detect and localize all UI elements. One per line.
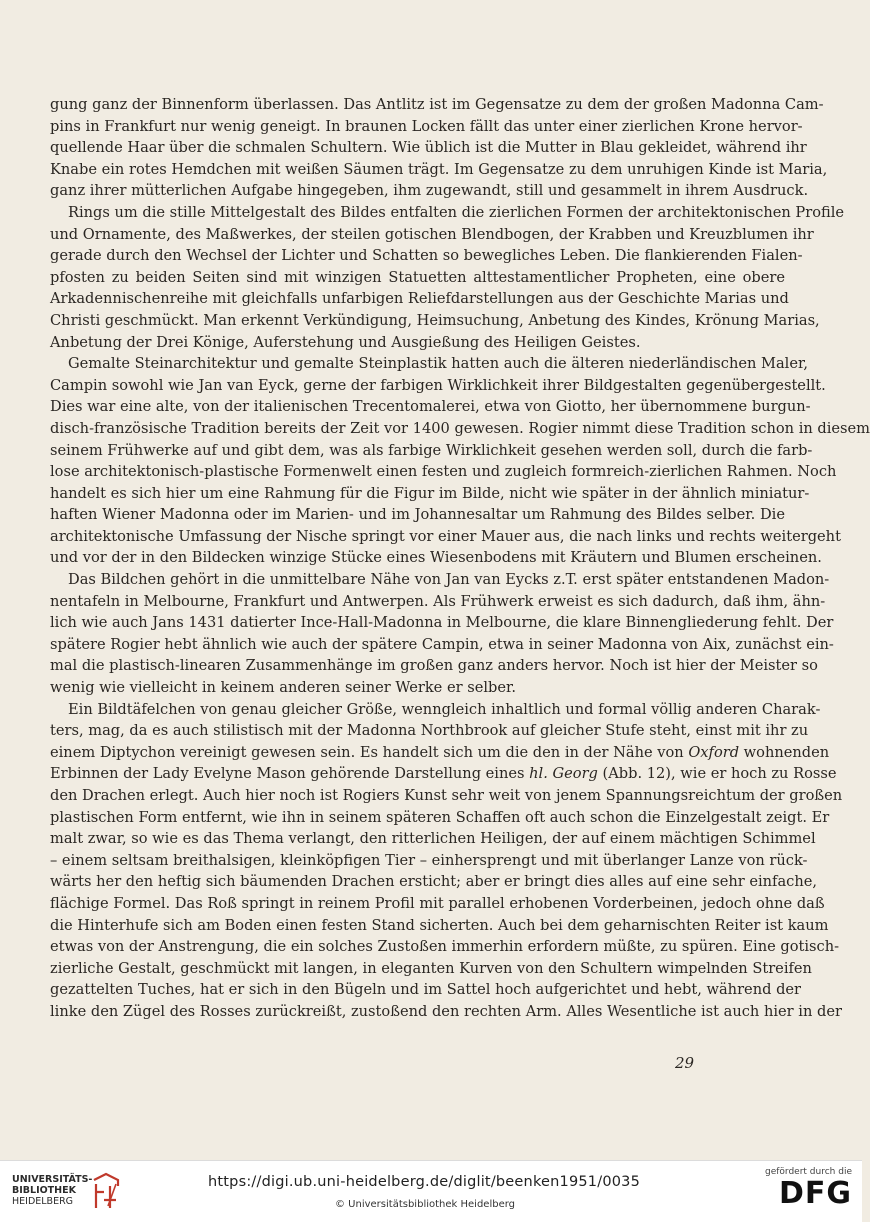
text-line: zierliche Gestalt, geschmückt mit langen, in eleganten Kurven von den Schultern wimpelnden Streifen (50, 959, 812, 977)
text-line: pfosten zu beiden Seiten sind mit winzigen Statuetten alttestamentlicher Propheten, eine obere (50, 268, 785, 286)
text-line: Christi geschmückt. Man erkennt Verkündigung, Heimsuchung, Anbetung des Kindes, Krönung Marias, (50, 311, 820, 329)
text-line: pins in Frankfurt nur wenig geneigt. In braunen Locken fällt das unter einer zierlichen Krone hervor- (50, 117, 803, 135)
text-line: Dies war eine alte, von der italienischen Trecentomalerei, etwa von Giotto, her übernommene burgun- (50, 398, 811, 416)
text-line: linke den Zügel des Rosses zurückreißt, zustoßend den rechten Arm. Alles Wesentliche ist auch hier in der (50, 1002, 842, 1020)
text-run: Erbinnen der Lady Evelyne Mason gehörende Darstellung eines (50, 765, 530, 783)
text-line: handelt es sich hier um eine Rahmung für die Figur im Bilde, nicht wie später in der ähnlich miniatur- (50, 484, 810, 502)
text-line: Rings um die stille Mittelgestalt des Bildes entfalten die zierlichen Formen der architektonischen Profile (68, 203, 845, 221)
text-line: gung ganz der Binnenform überlassen. Das Antlitz ist im Gegensatze zu dem der großen Madonna Cam- (50, 96, 824, 113)
text-run: (Abb. 12), wie er hoch zu Rosse (597, 765, 837, 783)
italic-term: hl. Georg (529, 765, 598, 783)
text-line: Anbetung der Drei Könige, Auferstehung und Ausgießung des Heiligen Geistes. (50, 333, 641, 351)
text-line: plastischen Form entfernt, wie ihn in seinem späteren Schaffen oft auch schon die Einzelgestalt zeigt. Er (50, 808, 830, 826)
italic-term: Oxford (688, 743, 740, 761)
text-line: Arkadennischenreihe mit gleichfalls unfarbigen Reliefdarstellungen aus der Geschichte Marias und (50, 290, 789, 308)
text-line: Gemalte Steinarchitektur und gemalte Steinplastik hatten auch die älteren niederländischen Maler, (68, 355, 808, 373)
text-line: ters, mag, da es auch stilistisch mit der Madonna Northbrook auf gleicher Stufe steht, einst mit ihr zu (50, 722, 809, 740)
body-text (50, 94, 870, 1023)
page-number: 29 (675, 1054, 695, 1072)
funder-logo[interactable] (762, 1167, 852, 1217)
text-line: Ein Bildtäfelchen von genau gleicher Größe, wenngleich inhaltlich und formal völlig anderen Charak- (68, 700, 821, 718)
text-line: lose architektonisch-plastische Formenwelt einen festen und zugleich formreich-zierlichen Rahmen. Noch (50, 463, 837, 481)
text-line: disch-französische Tradition bereits der Zeit vor 1400 gewesen. Rogier nimmt diese Tradition schon in diesem (50, 419, 870, 437)
text-line (50, 763, 837, 785)
text-run: wohnenden (739, 743, 830, 761)
text-line: gezattelten Tuches, hat er sich in den Bügeln und im Sattel hoch aufgerichtet und hebt, während der (50, 981, 802, 999)
text-line: ganz ihrer mütterlichen Aufgabe hingegeben, ihm zugewandt, still und gesammelt in ihrem Ausdruck. (50, 182, 809, 200)
viewer-footer (0, 1160, 862, 1222)
text-line: gerade durch den Wechsel der Lichter und Schatten so bewegliches Leben. Die flankierenden Fialen- (50, 247, 803, 265)
text-line: lich wie auch Jans 1431 datierter Ince-Hall-Madonna in Melbourne, die klare Binnengliederung fehlt. Der (50, 614, 834, 632)
text-line: und Ornamente, des Maßwerkes, der steilen gotischen Blendbogen, der Krabben und Kreuzblumen ihr (50, 225, 814, 243)
library-name-line2: BIBLIOTHEK (12, 1185, 76, 1196)
text-line: etwas von der Anstrengung, die ein solches Zustoßen immerhin erfordern müßte, zu spüren. Eine gotisch- (50, 938, 840, 956)
text-line: nentafeln in Melbourne, Frankfurt und Antwerpen. Als Frühwerk erweist es sich dadurch, daß ihm, ähn- (50, 592, 826, 610)
copyright-notice: © Universitätsbibliothek Heidelberg (335, 1199, 516, 1210)
text-line: die Hinterhufe sich am Boden einen festen Stand sicherten. Auch bei dem geharnischten Reiter ist kaum (50, 916, 829, 934)
library-name-line1: UNIVERSITÄTS- (12, 1174, 93, 1185)
text-line: flächige Formel. Das Roß springt in reinem Profil mit parallel erhobenen Vorderbeinen, jedoch ohne daß (50, 894, 825, 912)
text-line: wärts her den heftig sich bäumenden Drachen ersticht; aber er bringt dies alles auf eine sehr einfache, (50, 873, 817, 891)
library-mark-icon (90, 1172, 122, 1210)
text-line: und vor der in den Bildecken winzige Stücke eines Wiesenbodens mit Kräutern und Blumen erscheinen. (50, 549, 822, 567)
library-name (12, 1174, 92, 1207)
text-line: spätere Rogier hebt ähnlich wie auch der spätere Campin, etwa in seiner Madonna von Aix, zunächst ein- (50, 635, 834, 653)
funder-caption: gefördert durch die (765, 1167, 852, 1177)
text-line: quellende Haar über die schmalen Schultern. Wie üblich ist die Mutter in Blau gekleidet, während ihr (50, 139, 807, 157)
text-line: haften Wiener Madonna oder im Marien- und im Johannesaltar um Rahmung des Bildes selber. Die (50, 506, 785, 524)
text-line: Campin sowohl wie Jan van Eyck, gerne der farbigen Wirklichkeit ihrer Bildgestalten gegenübergestellt. (50, 376, 826, 394)
text-line: Das Bildchen gehört in die unmittelbare Nähe von Jan van Eycks z.T. erst später entstandenen Madon- (68, 571, 830, 589)
text-line: architektonische Umfassung der Nische springt vor einer Mauer aus, die nach links und rechts weitergeht (50, 527, 841, 545)
text-line: wenig wie vielleicht in keinem anderen seiner Werke er selber. (50, 679, 516, 697)
text-line: Knabe ein rotes Hemdchen mit weißen Säumen trägt. Im Gegensatze zu dem unruhigen Kinde ist Maria, (50, 160, 828, 178)
text-line: seinem Frühwerke auf und gibt dem, was als farbige Wirklichkeit gesehen werden soll, durch die farb- (50, 441, 813, 459)
text-line: malt zwar, so wie es das Thema verlangt, den ritterlichen Heiligen, der auf einem mächtigen Schimmel (50, 830, 816, 848)
permalink-url[interactable]: https://digi.ub.uni-heidelberg.de/diglit/beenken1951/0035 (208, 1174, 641, 1190)
text-line: mal die plastisch-linearen Zusammenhänge im großen ganz anders hervor. Noch ist hier der Meister so (50, 657, 818, 675)
library-logo[interactable] (12, 1172, 122, 1214)
text-line (50, 742, 830, 764)
text-run: einem Diptychon vereinigt gewesen sein. Es handelt sich um die den in der Nähe von (50, 743, 689, 761)
dfg-logo: DFG (778, 1176, 852, 1211)
text-line: – einem seltsam breithalsigen, kleinköpfigen Tier – einhersprengt und mit überlanger Lanze von rück- (50, 851, 808, 869)
library-name-line3: HEIDELBERG (12, 1196, 74, 1207)
text-line: den Drachen erlegt. Auch hier noch ist Rogiers Kunst sehr weit von jenem Spannungsreichtum der großen (50, 787, 843, 804)
